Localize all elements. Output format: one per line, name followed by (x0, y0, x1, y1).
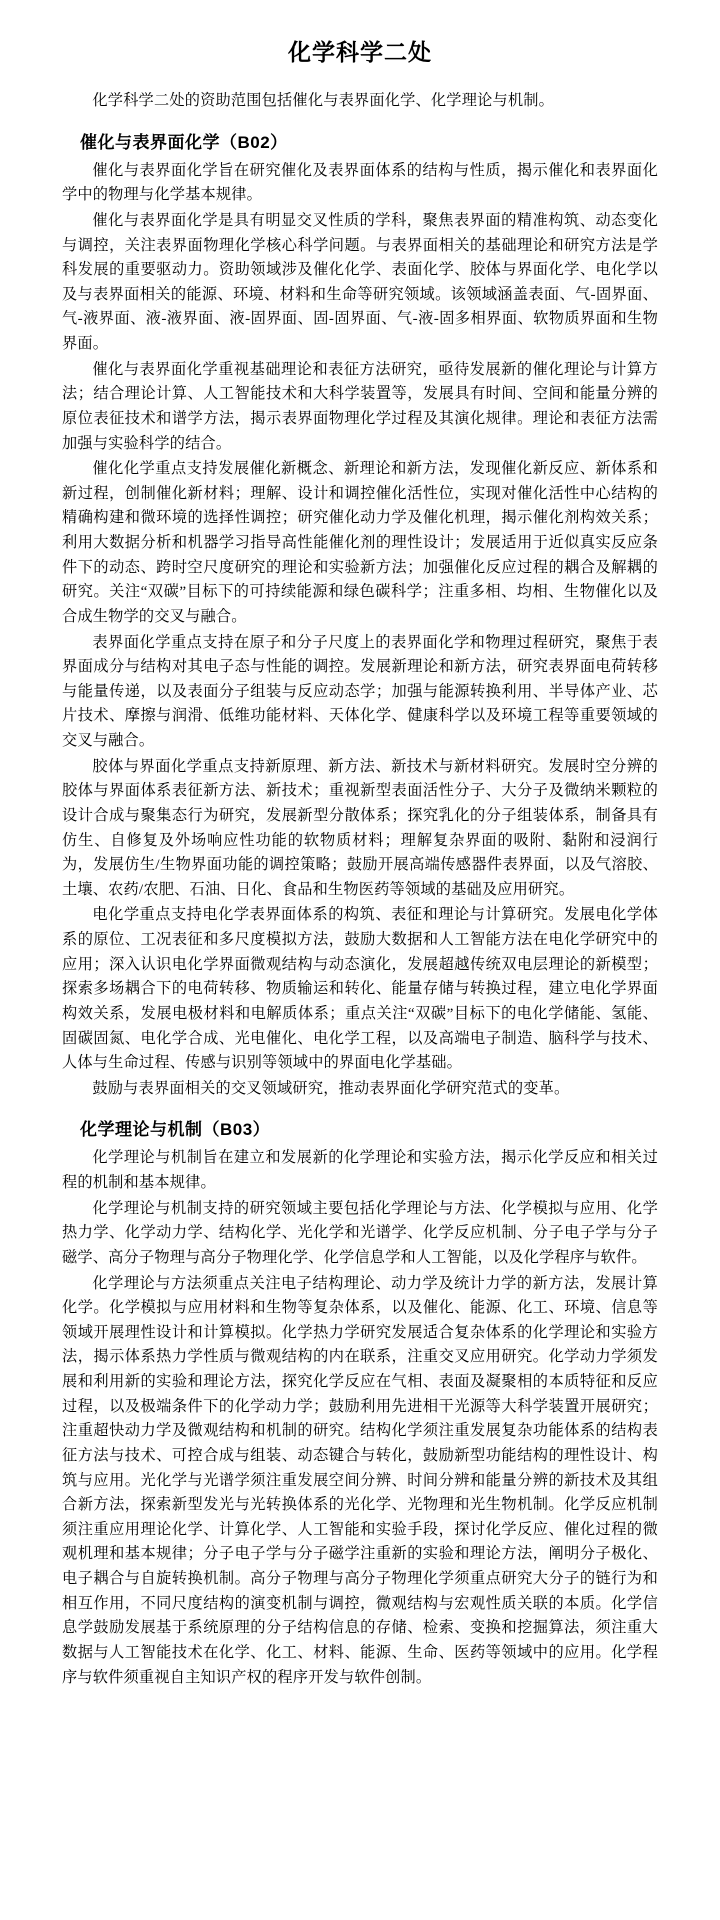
paragraph: 催化与表界面化学是具有明显交叉性质的学科，聚焦表界面的精准构筑、动态变化与调控，关注表界面物理化学核心科学问题。与表界面相关的基础理论和研究方法是学科发展的重要驱动力。资助领域涉及催化化学、表面化学、胶体与界面化学、电化学以及与表界面相关的能源、环境、材料和生命等研究领域。该领域涵盖表面、气-固界面、气-液界面、液-液界面、液-固界面、固-固界面、气-液-固多相界面、软物质界面和生物界面。 (62, 211, 658, 352)
paragraph: 催化与表界面化学旨在研究催化及表界面体系的结构与性质，揭示催化和表界面化学中的物理与化学基本规律。 (62, 161, 658, 204)
paragraph: 电化学重点支持电化学表界面体系的构筑、表征和理论与计算研究。发展电化学体系的原位、工况表征和多尺度模拟方法，鼓励大数据和人工智能方法在电化学研究中的应用；深入认识电化学界面微观结构与动态演化，发展超越传统双电层理论的新模型；探索多场耦合下的电荷转移、物质输运和转化、能量存储与转换过程，建立电化学界面构效关系，发展电极材料和电解质体系；重点关注“双碳”目标下的电化学储能、氢能、固碳固氮、电化学合成、光电催化、电化学工程，以及高端电子制造、脑科学与技术、人体与生命过程、传感与识别等领域中的界面电化学基础。 (62, 906, 658, 1072)
intro-paragraph: 化学科学二处的资助范围包括催化与表界面化学、化学理论与机制。 (92, 92, 555, 109)
paragraph: 化学理论与机制支持的研究领域主要包括化学理论与方法、化学模拟与应用、化学热力学、化学动力学、结构化学、光化学和光谱学、化学反应机制、分子电子学与分子磁学、高分子物理与高分子物理化学、化学信息学和人工智能，以及化学程序与软件。 (62, 1199, 658, 1266)
paragraph: 催化化学重点支持发展催化新概念、新理论和新方法，发现催化新反应、新体系和新过程，创制催化新材料；理解、设计和调控催化活性位，实现对催化活性中心结构的精确构建和微环境的选择性调控；研究催化动力学及催化机理，揭示催化剂构效关系；利用大数据分析和机器学习指导高性能催化剂的理性设计；发展适用于近似真实反应条件下的动态、跨时空尺度研究的理论和实验新方法；加强催化反应过程的耦合及解耦的研究。关注“双碳”目标下的可持续能源和绿色碳科学；注重多相、均相、生物催化以及合成生物学的交叉与融合。 (62, 460, 658, 625)
page-title: 化学科学二处 (288, 39, 432, 65)
paragraph: 胶体与界面化学重点支持新原理、新方法、新技术与新材料研究。发展时空分辨的胶体与界面体系表征新方法、新技术；重视新型表面活性分子、大分子及微纳米颗粒的设计合成与聚集态行为研究，发展新型分散体系；探究乳化的分子组装体系，制备具有仿生、自修复及外场响应性功能的软物质材料；理解复杂界面的吸附、黏附和浸润行为，发展仿生/生物界面功能的调控策略；鼓励开展高端传感器件表界面，以及气溶胶、土壤、农药/农肥、石油、日化、食品和生物医药等领域的基础及应用研究。 (62, 757, 658, 898)
section-b02 (62, 128, 658, 1102)
paragraph: 催化与表界面化学重视基础理论和表征方法研究，亟待发展新的催化理论与计算方法；结合理论计算、人工智能技术和大科学装置等，发展具有时间、空间和能量分辨的原位表征技术和谱学方法，揭示表界面物理化学过程及其演化规律。理论和表征方法需加强与实验科学的结合。 (62, 360, 658, 452)
section-heading-b02: 催化与表界面化学（B02） (80, 132, 288, 152)
paragraph: 表界面化学重点支持在原子和分子尺度上的表界面化学和物理过程研究，聚焦于表界面成分与结构对其电子态与性能的调控。发展新理论和新方法，研究表界面电荷转移与能量传递，以及表面分子组装与反应动态学；加强与能源转换利用、半导体产业、芯片技术、摩擦与润滑、低维功能材料、天体化学、健康科学以及环境工程等重要领域的交叉与融合。 (62, 633, 658, 749)
section-b03 (62, 1115, 658, 1690)
section-heading-b03: 化学理论与机制（B03） (80, 1120, 271, 1140)
paragraph: 化学理论与机制旨在建立和发展新的化学理论和实验方法，揭示化学反应和相关过程的机制和基本规律。 (62, 1149, 658, 1191)
paragraph: 化学理论与方法须重点关注电子结构理论、动力学及统计力学的新方法，发展计算化学。化学模拟与应用材料和生物等复杂体系，以及催化、能源、化工、环境、信息等领域开展理性设计和计算模拟。化学热力学研究发展适合复杂体系的化学理论和实验方法，揭示体系热力学性质与微观结构的内在联系，注重交叉应用研究。化学动力学须发展和利用新的实验和理论方法，探究化学反应在气相、表面及凝聚相的本质特征和反应过程，以及极端条件下的化学动力学；鼓励利用先进相干光源等大科学装置开展研究；注重超快动力学及微观结构和机制的研究。结构化学须注重发展复杂功能体系的结构表征方法与技术、可控合成与组装、动态键合与转化，鼓励新型功能结构的理性设计、构筑与应用。光化学与光谱学须注重发展空间分辨、时间分辨和能量分辨的新技术及其组合新方法，探索新型发光与光转换体系的光化学、光物理和光生物机制。化学反应机制须注重应用理论化学、计算化学、人工智能和实验手段，探讨化学反应、催化过程的微观机理和基本规律；分子电子学与分子磁学注重新的实验和理论方法，阐明分子极化、电子耦合与自旋转换机制。高分子物理与高分子物理化学须重点研究大分子的链行为和相互作用，不同尺度结构的演变机制与调控，微观结构与宏观性质关联的本质。化学信息学鼓励发展基于系统原理的分子结构信息的存储、检索、变换和挖掘算法，须注重大数据与人工智能技术在化学、化工、材料、能源、生命、医药等领域中的应用。化学程序与软件须重视自主知识产权的程序开发与软件创制。 (62, 1274, 658, 1686)
paragraph: 鼓励与表界面相关的交叉领域研究，推动表界面化学研究范式的变革。 (92, 1079, 570, 1097)
